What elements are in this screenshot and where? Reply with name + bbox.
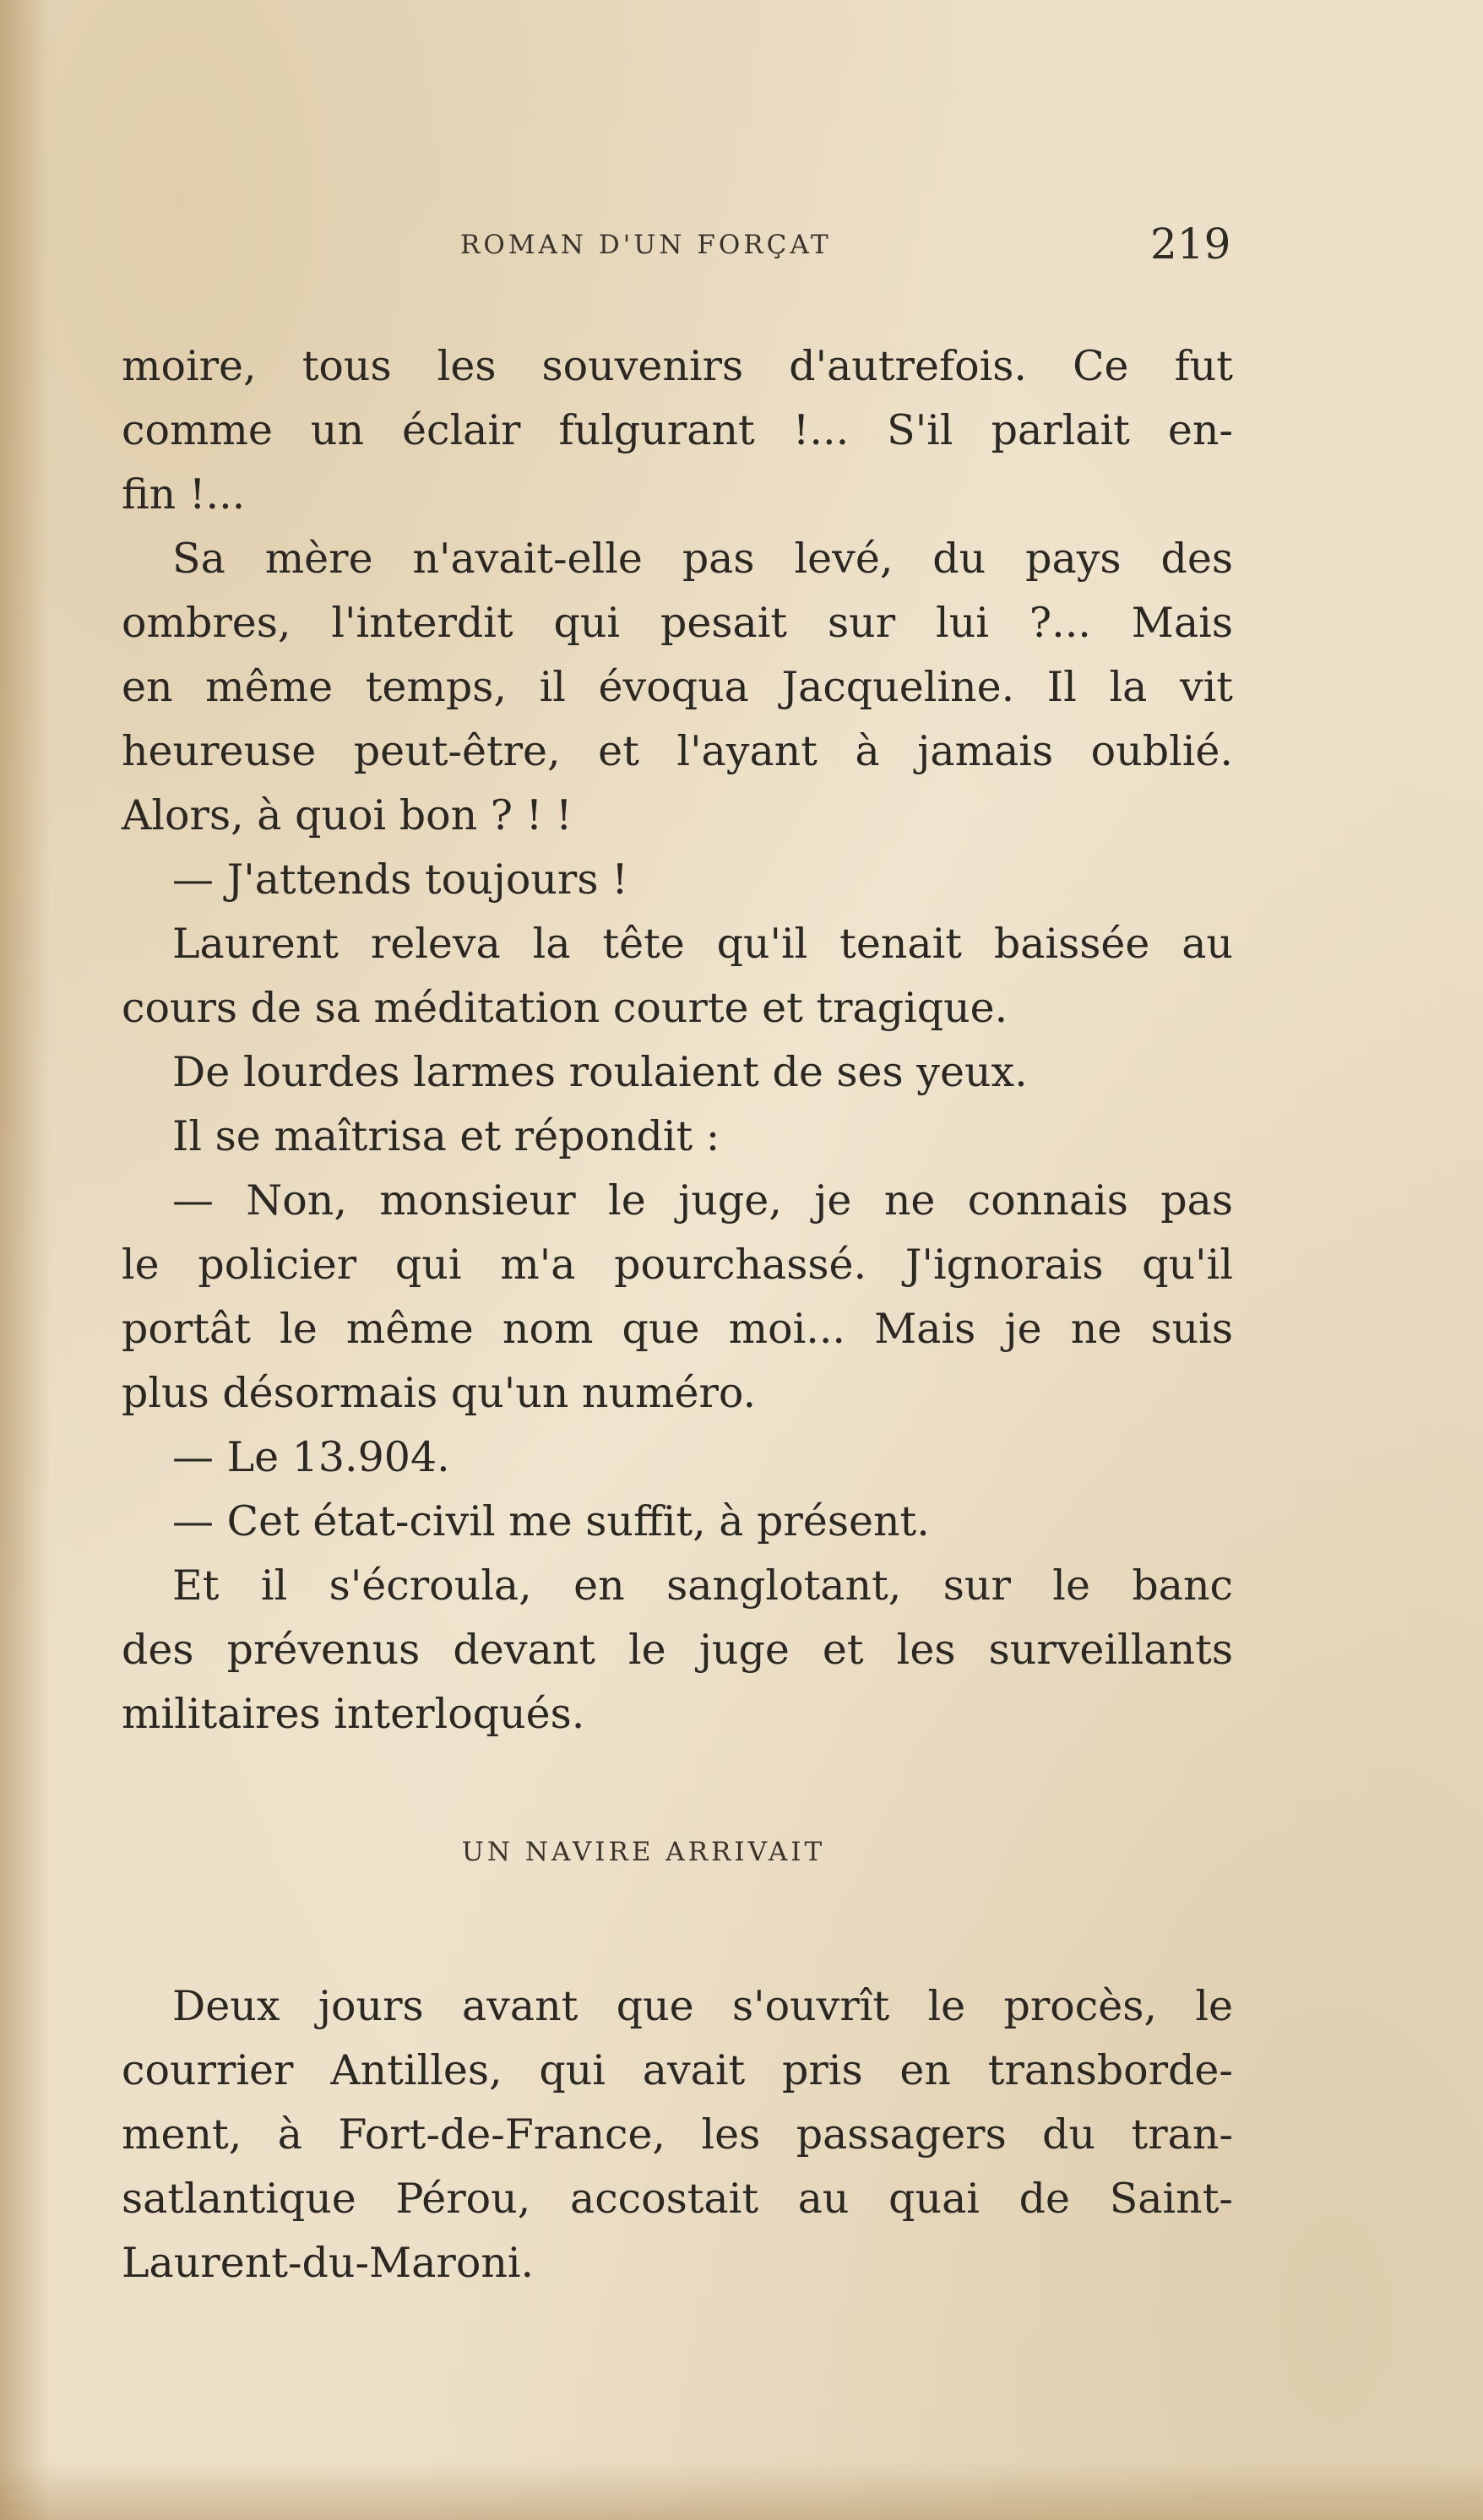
text-line: comme un éclair fulgurant !... S'il parlait en-	[122, 406, 1233, 454]
text-line: portât le même nom que moi... Mais je ne suis	[122, 1305, 1233, 1353]
text-line: Et il s'écroula, en sanglotant, sur le banc	[172, 1561, 1233, 1610]
text-line: cours de sa méditation courte et tragique.	[122, 984, 1008, 1032]
text-line: — Cet état-civil me suffit, à présent.	[172, 1497, 930, 1545]
text-line: heureuse peut-être, et l'ayant à jamais oublié.	[122, 727, 1233, 775]
text-line: ombres, l'interdit qui pesait sur lui ?... Mais	[122, 599, 1233, 647]
text-line: courrier Antilles, qui avait pris en transborde-	[122, 2046, 1233, 2094]
running-head	[0, 220, 1483, 280]
text-line: satlantique Pérou, accostait au quai de Saint-	[122, 2175, 1233, 2223]
section-spacer	[122, 1746, 1233, 1822]
section-spacer	[122, 1882, 1233, 1974]
text-line: — Non, monsieur le juge, je ne connais pas	[172, 1176, 1233, 1225]
text-line: des prévenus devant le juge et les surveillants	[122, 1626, 1233, 1674]
text-block	[122, 334, 1233, 2295]
text-line: Laurent-du-Maroni.	[122, 2239, 535, 2287]
text-line: militaires interloqués.	[122, 1690, 585, 1738]
running-title: ROMAN D'UN FORÇAT	[460, 230, 832, 260]
text-line: Laurent releva la tête qu'il tenait baissée au	[172, 920, 1233, 968]
text-line: ment, à Fort-de-France, les passagers du tran-	[122, 2110, 1233, 2159]
text-line: fin !...	[122, 470, 246, 519]
page-bottom-shadow	[0, 2461, 1483, 2520]
text-line: Alors, à quoi bon ? ! !	[122, 791, 573, 839]
text-line: — Le 13.904.	[172, 1433, 450, 1481]
text-line: Sa mère n'avait-elle pas levé, du pays des	[172, 535, 1233, 583]
text-line: — J'attends toujours !	[172, 855, 628, 904]
page-number: 219	[1150, 220, 1231, 269]
text-line: Il se maîtrisa et répondit :	[172, 1112, 720, 1160]
section-title: UN NAVIRE ARRIVAIT	[461, 1837, 826, 1867]
text-line: en même temps, il évoqua Jacqueline. Il la vit	[122, 663, 1233, 711]
text-line: moire, tous les souvenirs d'autrefois. Ce fut	[122, 342, 1233, 390]
text-line: De lourdes larmes roulaient de ses yeux.	[172, 1048, 1028, 1096]
text-line: Deux jours avant que s'ouvrît le procès, le	[172, 1982, 1233, 2030]
page-edge-shadow	[0, 0, 51, 2520]
text-line: plus désormais qu'un numéro.	[122, 1369, 757, 1417]
text-line: le policier qui m'a pourchassé. J'ignorais qu'il	[122, 1241, 1233, 1289]
